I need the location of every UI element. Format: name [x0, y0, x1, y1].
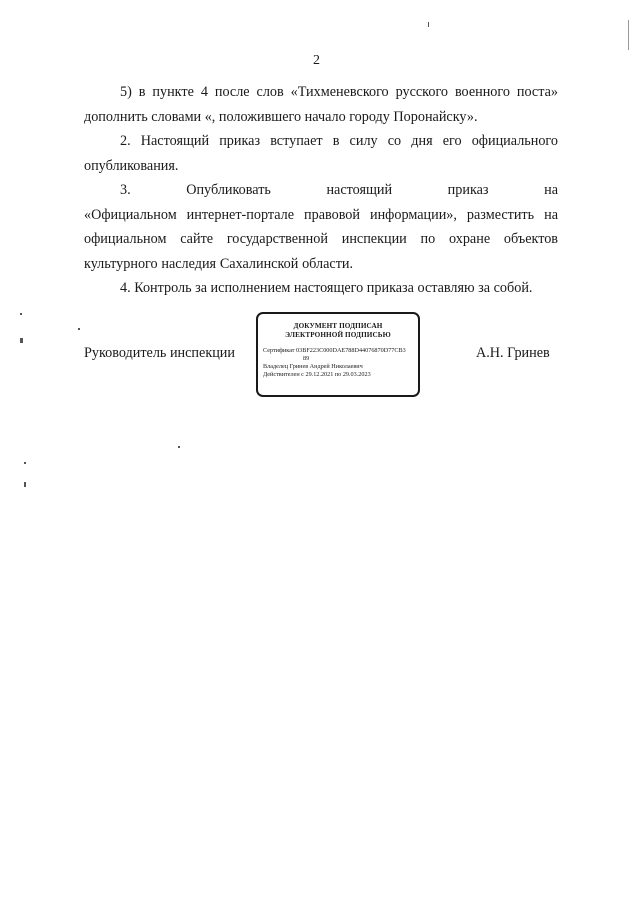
signer-title: Руководитель инспекции — [84, 345, 235, 361]
scan-speck — [20, 338, 23, 343]
stamp-heading-2: ЭЛЕКТРОННОЙ ПОДПИСЬЮ — [285, 331, 391, 339]
stamp-heading-1: ДОКУМЕНТ ПОДПИСАН — [293, 322, 383, 330]
stamp-owner: Владелец Гринев Андрей Николаевич — [263, 363, 363, 370]
signer-name: А.Н. Гринев — [476, 345, 550, 361]
stamp-validity: Действителен с 29.12.2021 по 29.03.2023 — [263, 371, 371, 378]
scan-speck — [24, 462, 26, 464]
paragraph-publication — [84, 178, 558, 276]
page-number: 2 — [313, 53, 320, 68]
scan-speck — [628, 20, 629, 50]
paragraph-publication-rest: «Официальном интернет-портале правовой информации», разместить на официальном сайте государственной инспекции по охране объектов культурного наследия Сахалинской области. — [84, 206, 558, 272]
stamp-certificate: Сертификат 03BF223C000DAE788D44076870D77CB3 — [263, 347, 406, 354]
scan-speck — [178, 446, 180, 448]
scan-speck — [78, 328, 80, 330]
paragraph-amendment-5: 5) в пункте 4 после слов «Тихменевского русского военного поста» дополнить словами «, положившего начало городу Поронайску». — [84, 84, 558, 125]
electronic-signature-stamp — [256, 312, 420, 397]
paragraph-effective-date: 2. Настоящий приказ вступает в силу со дня его официального опубликования. — [84, 133, 558, 174]
scan-speck — [24, 482, 26, 487]
scan-speck — [20, 313, 22, 315]
paragraph-control: 4. Контроль за исполнением настоящего приказа оставляю за собой. — [120, 280, 533, 296]
stamp-certificate-tail: 89 — [303, 355, 310, 362]
paragraph-publication-lead: 3. Опубликовать настоящий приказ на — [120, 182, 558, 198]
scan-speck — [428, 22, 429, 27]
